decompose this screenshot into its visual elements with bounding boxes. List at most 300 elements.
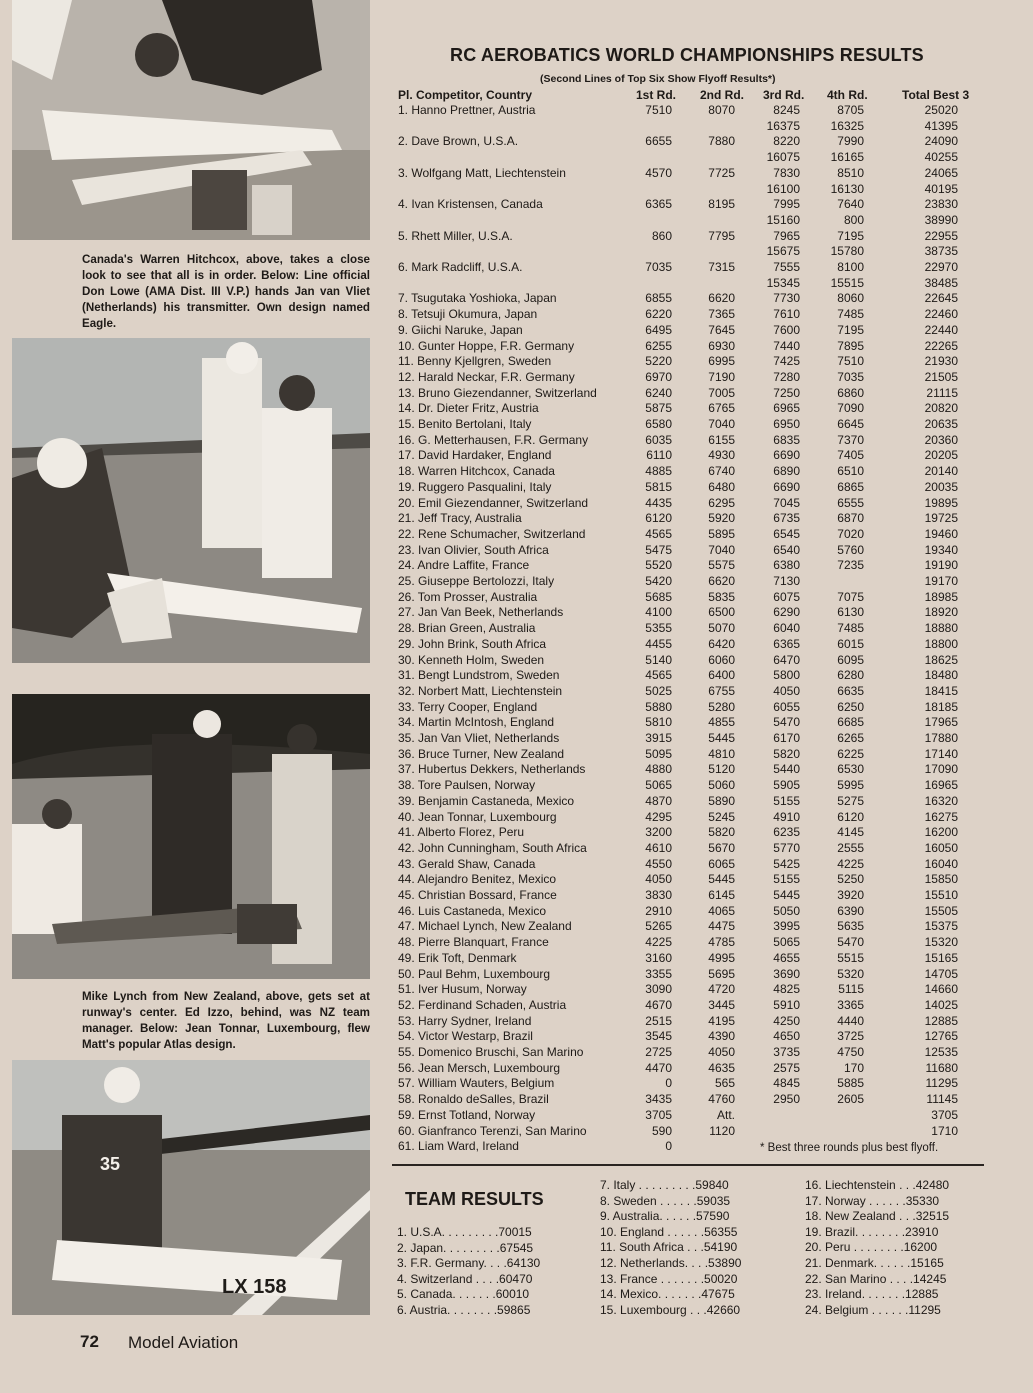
cell-round-1: 6120: [645, 511, 672, 526]
cell-round-3: 6170: [773, 731, 800, 745]
result-row: [398, 715, 998, 731]
result-row: [398, 998, 998, 1014]
cell-round-2: 5835: [708, 589, 735, 604]
team-result-item: 5. Canada. . . . . . .60010: [397, 1287, 530, 1302]
cell-round-1: 7035: [645, 260, 672, 274]
cell-round-3: 5440: [773, 762, 800, 777]
cell-round-1: 6240: [645, 385, 672, 400]
cell-round-3: 3995: [773, 919, 800, 934]
cell-round-3: 7280: [773, 369, 800, 384]
cell-round-2: 7190: [708, 369, 735, 384]
team-result-item: 18. New Zealand . . .32515: [805, 1209, 950, 1224]
team-result-item: 11. South Africa . . .54190: [600, 1240, 738, 1255]
cell-round-1: 6655: [645, 134, 672, 149]
cell-round-1: 5065: [645, 778, 672, 793]
cell-round-3: 7130: [773, 574, 800, 588]
cell-total: 18480: [924, 668, 958, 683]
cell-competitor: 21. Jeff Tracy, Australia: [398, 511, 522, 526]
cell-round-2: 6755: [708, 683, 735, 698]
cell-total: 14705: [924, 966, 958, 981]
cell-round-2: 4475: [708, 919, 735, 934]
result-row: [398, 166, 998, 182]
cell-competitor: 36. Bruce Turner, New Zealand: [398, 746, 565, 761]
cell-total: 14660: [924, 982, 958, 997]
cell-round-4: 6225: [837, 746, 864, 761]
section-divider: [392, 1164, 984, 1166]
cell-flyoff-total: 40255: [924, 150, 958, 165]
cell-round-2: 5445: [708, 872, 735, 887]
cell-competitor: 30. Kenneth Holm, Sweden: [398, 652, 545, 667]
cell-round-3: 5445: [773, 888, 800, 902]
cell-competitor: 4. Ivan Kristensen, Canada: [398, 197, 543, 212]
cell-flyoff-round-4: 16325: [830, 118, 864, 133]
cell-round-2: 7040: [708, 542, 735, 557]
cell-round-2: 4760: [708, 1092, 735, 1107]
cell-total: 18985: [924, 589, 958, 604]
cell-round-2: 5070: [708, 621, 735, 636]
cell-round-3: 6055: [773, 699, 800, 714]
flyoff-row: [398, 276, 998, 292]
cell-round-1: 5475: [645, 542, 672, 557]
caption-bottom: Mike Lynch from New Zealand, above, gets set at runway's center. Ed Izzo, behind, was NZ team manager. Below: Jean Tonnar, Luxembourg, flew Matt's popular Atlas design.: [82, 990, 370, 1051]
result-row: [398, 229, 998, 245]
result-row: [398, 888, 998, 904]
cell-round-4: 8510: [837, 165, 864, 180]
cell-round-3: 6835: [773, 432, 800, 447]
cell-total: 21930: [924, 354, 958, 369]
cell-round-2: 6145: [708, 888, 735, 902]
cell-total: 17965: [924, 715, 958, 730]
result-row: [398, 762, 998, 778]
result-row: [398, 103, 998, 119]
cell-flyoff-round-4: 16165: [830, 150, 864, 165]
cell-total: 21505: [924, 369, 958, 384]
cell-round-3: 2575: [773, 1060, 800, 1075]
cell-round-3: 7250: [773, 385, 800, 400]
cell-round-3: 6690: [773, 448, 800, 463]
cell-round-3: 5425: [773, 856, 800, 871]
cell-total: 22265: [924, 338, 958, 353]
cell-round-2: 6400: [708, 668, 735, 683]
cell-total: 19725: [924, 511, 958, 526]
cell-flyoff-round-3: 16075: [766, 150, 800, 165]
cell-round-4: 7235: [837, 558, 864, 573]
result-row: [398, 967, 998, 983]
cell-round-4: 7895: [837, 338, 864, 353]
cell-round-4: 7405: [837, 448, 864, 463]
cell-round-2: 5670: [708, 840, 735, 855]
cell-round-2: 7040: [708, 417, 735, 431]
cell-round-3: 7600: [773, 322, 800, 337]
cell-round-2: 5920: [708, 511, 735, 526]
cell-total: 15320: [924, 935, 958, 950]
cell-competitor: 29. John Brink, South Africa: [398, 636, 547, 651]
cell-round-2: 5895: [708, 526, 735, 541]
cell-round-2: 7880: [708, 134, 735, 149]
cell-round-3: 4650: [773, 1029, 800, 1044]
cell-round-4: 7640: [837, 197, 864, 212]
flyoff-row: [398, 119, 998, 135]
cell-round-1: 4870: [645, 793, 672, 808]
cell-total: 19190: [924, 558, 958, 573]
flyoff-row: [398, 150, 998, 166]
header-round-4: 4th Rd.: [827, 88, 868, 102]
cell-round-4: 8060: [837, 291, 864, 306]
result-row: [398, 919, 998, 935]
cell-round-1: 3435: [645, 1092, 672, 1107]
cell-round-4: 6555: [837, 495, 864, 510]
cell-competitor: 54. Victor Westarp, Brazil: [398, 1029, 533, 1044]
cell-round-2: 6420: [708, 636, 735, 651]
cell-round-4: 7075: [837, 589, 864, 604]
cell-competitor: 31. Bengt Lundstrom, Sweden: [398, 668, 560, 683]
cell-round-4: 6095: [837, 652, 864, 667]
result-row: [398, 1124, 998, 1140]
result-row: [398, 574, 998, 590]
team-results-column-2: [600, 1178, 741, 1318]
cell-round-3: 7965: [773, 228, 800, 243]
cell-round-1: 5220: [645, 354, 672, 369]
cell-round-1: 6255: [645, 338, 672, 353]
result-row: [398, 1092, 998, 1108]
cell-total: 22955: [924, 228, 958, 243]
result-row: [398, 558, 998, 574]
cell-total: 19460: [924, 526, 958, 541]
cell-competitor: 32. Norbert Matt, Liechtenstein: [398, 683, 563, 698]
cell-round-4: 7485: [837, 621, 864, 636]
team-result-item: 23. Ireland. . . . . . .12885: [805, 1287, 939, 1302]
cell-round-2: 5120: [708, 762, 735, 777]
cell-round-2: 4785: [708, 935, 735, 950]
result-row: [398, 841, 998, 857]
cell-flyoff-round-3: 16375: [766, 118, 800, 133]
cell-round-3: 4825: [773, 982, 800, 997]
cell-round-1: 4295: [645, 809, 672, 824]
photo-don-lowe-jan-van-vliet: [12, 338, 370, 663]
result-row: [398, 291, 998, 307]
cell-round-3: 6540: [773, 542, 800, 557]
result-row: [398, 307, 998, 323]
cell-competitor: 47. Michael Lynch, New Zealand: [398, 919, 572, 934]
result-row: [398, 1108, 998, 1124]
cell-round-1: 5095: [645, 746, 672, 761]
cell-round-4: 6870: [837, 511, 864, 526]
cell-total: 11145: [926, 1092, 958, 1107]
cell-round-1: 4565: [645, 526, 672, 541]
cell-competitor: 46. Luis Castaneda, Mexico: [398, 903, 547, 918]
cell-competitor: 15. Benito Bertolani, Italy: [398, 417, 532, 431]
page-number: 72: [80, 1332, 99, 1351]
cell-round-1: 3830: [645, 888, 672, 902]
header-round-2: 2nd Rd.: [700, 88, 744, 102]
cell-round-1: 6110: [646, 448, 672, 463]
cell-competitor: 53. Harry Sydner, Ireland: [398, 1013, 532, 1028]
result-row: [398, 825, 998, 841]
result-row: [398, 448, 998, 464]
cell-total: 16275: [924, 809, 958, 824]
cell-competitor: 7. Tsugutaka Yoshioka, Japan: [398, 291, 557, 306]
cell-total: 20635: [924, 417, 958, 431]
team-result-item: 4. Switzerland . . . .60470: [397, 1271, 533, 1286]
cell-round-4: 5275: [837, 793, 864, 808]
cell-round-2: 4995: [708, 950, 735, 965]
cell-round-4: 8100: [837, 260, 864, 274]
cell-round-2: 6620: [708, 291, 735, 306]
cell-competitor: 61. Liam Ward, Ireland: [398, 1139, 519, 1154]
cell-competitor: 28. Brian Green, Australia: [398, 621, 536, 636]
cell-round-3: 6365: [773, 636, 800, 651]
cell-total: 22970: [924, 260, 958, 274]
cell-competitor: 40. Jean Tonnar, Luxembourg: [398, 809, 557, 824]
cell-round-2: 6995: [708, 354, 735, 369]
cell-round-4: 5320: [837, 966, 864, 981]
cell-round-4: 6865: [837, 479, 864, 494]
team-result-item: 16. Liechtenstein . . .42480: [805, 1178, 950, 1192]
cell-round-1: 4455: [645, 636, 672, 651]
photo-mike-lynch: [12, 694, 370, 979]
cell-round-3: 4050: [773, 683, 800, 698]
cell-total: 15375: [924, 919, 958, 934]
cell-round-1: 860: [651, 228, 672, 243]
cell-competitor: 35. Jan Van Vliet, Netherlands: [398, 731, 560, 745]
team-result-item: 19. Brazil. . . . . . . .23910: [805, 1224, 939, 1239]
cell-round-1: 6035: [645, 432, 672, 447]
cell-competitor: 56. Jean Mersch, Luxembourg: [398, 1060, 561, 1075]
cell-round-2: 5890: [708, 793, 735, 808]
cell-total: 15505: [924, 903, 958, 918]
cell-competitor: 11. Benny Kjellgren, Sweden: [398, 354, 552, 369]
cell-round-4: 6635: [837, 683, 864, 698]
cell-flyoff-total: 38735: [924, 244, 958, 259]
cell-round-2: 7005: [708, 385, 735, 400]
cell-competitor: 27. Jan Van Beek, Netherlands: [398, 605, 564, 620]
cell-round-3: 6380: [773, 558, 800, 573]
result-row: [398, 370, 998, 386]
cell-round-1: 3090: [645, 982, 672, 997]
cell-competitor: 33. Terry Cooper, England: [398, 699, 538, 714]
cell-round-3: 6470: [773, 652, 800, 667]
result-row: [398, 197, 998, 213]
cell-round-2: 5280: [708, 699, 735, 714]
result-row: [398, 339, 998, 355]
cell-round-4: 5250: [837, 872, 864, 887]
team-result-item: 2. Japan. . . . . . . . .67545: [397, 1240, 534, 1255]
cell-competitor: 18. Warren Hitchcox, Canada: [398, 464, 555, 479]
cell-round-1: 4225: [645, 935, 672, 950]
cell-flyoff-round-4: 16130: [830, 181, 864, 196]
team-result-item: 10. England . . . . . .56355: [600, 1224, 738, 1239]
cell-round-4: 170: [843, 1060, 864, 1075]
cell-round-3: 5065: [773, 935, 800, 950]
cell-flyoff-total: 40195: [924, 181, 958, 196]
cell-round-4: 4225: [837, 856, 864, 871]
result-row: [398, 778, 998, 794]
cell-round-1: 3200: [645, 825, 672, 840]
cell-round-4: 6645: [837, 417, 864, 431]
cell-round-1: 6580: [645, 417, 672, 431]
cell-round-3: 6690: [773, 479, 800, 494]
cell-round-4: 7090: [837, 401, 864, 416]
cell-round-2: 5575: [708, 558, 735, 573]
cell-round-3: 5910: [773, 997, 800, 1012]
cell-round-1: 6970: [645, 369, 672, 384]
cell-round-4: 5760: [837, 542, 864, 557]
team-result-item: 1. U.S.A. . . . . . . . .70015: [397, 1225, 532, 1239]
result-row: [398, 1029, 998, 1045]
cell-round-4: 5470: [837, 935, 864, 950]
result-row: [398, 1045, 998, 1061]
team-result-item: 6. Austria. . . . . . . .59865: [397, 1302, 531, 1317]
result-row: [398, 1061, 998, 1077]
cell-round-1: 590: [651, 1123, 672, 1138]
cell-total: 20035: [924, 479, 958, 494]
cell-round-3: 8220: [773, 134, 800, 149]
cell-round-1: 6855: [645, 291, 672, 306]
cell-round-1: 2725: [645, 1045, 672, 1059]
cell-round-4: 4750: [837, 1045, 864, 1059]
cell-round-3: 2950: [773, 1092, 800, 1107]
cell-round-2: 4065: [708, 903, 735, 918]
result-row: [398, 1014, 998, 1030]
cell-round-2: 565: [714, 1076, 735, 1091]
cell-round-1: 6365: [645, 197, 672, 212]
cell-flyoff-round-3: 15345: [766, 275, 800, 290]
cell-round-1: 6220: [645, 307, 672, 322]
cell-total: 16965: [924, 778, 958, 793]
magazine-name: Model Aviation: [128, 1333, 239, 1352]
team-result-item: 21. Denmark. . . . . .15165: [805, 1255, 944, 1270]
cell-round-4: 4440: [837, 1013, 864, 1028]
cell-round-3: 6075: [773, 589, 800, 604]
cell-round-4: 7990: [837, 134, 864, 149]
cell-competitor: 2. Dave Brown, U.S.A.: [398, 134, 519, 149]
result-row: [398, 1076, 998, 1092]
cell-flyoff-round-3: 16100: [766, 181, 800, 196]
cell-competitor: 22. Rene Schumacher, Switzerland: [398, 526, 586, 541]
cell-total: 15850: [924, 872, 958, 887]
result-row: [398, 668, 998, 684]
cell-round-4: 6250: [837, 699, 864, 714]
cell-total: 12885: [924, 1013, 958, 1028]
cell-total: 14025: [924, 997, 958, 1012]
cell-competitor: 51. Iver Husum, Norway: [398, 982, 527, 997]
cell-total: 15165: [924, 950, 958, 965]
flyoff-row: [398, 213, 998, 229]
cell-round-2: 1120: [709, 1123, 735, 1138]
flyoff-row: [398, 244, 998, 260]
team-result-item: 20. Peru . . . . . . . .16200: [805, 1240, 938, 1255]
cell-round-2: 6065: [708, 856, 735, 871]
cell-round-3: 5155: [773, 872, 800, 887]
cell-total: 17140: [924, 746, 958, 761]
cell-round-3: 5155: [773, 793, 800, 808]
cell-competitor: 39. Benjamin Castaneda, Mexico: [398, 793, 575, 808]
cell-round-1: 5880: [645, 699, 672, 714]
cell-round-2: 4810: [708, 746, 735, 761]
result-row: [398, 700, 998, 716]
cell-round-1: 5520: [645, 558, 672, 573]
cell-total: 18800: [924, 636, 958, 651]
cell-competitor: 25. Giuseppe Bertolozzi, Italy: [398, 574, 555, 588]
cell-round-1: 5685: [645, 589, 672, 604]
caption-top: Canada's Warren Hitchcox, above, takes a close look to see that all is in order. Below: Line official Don Lowe (AMA Dist. III V.P.) hands Jan van Vliet (Netherlands) his transmitter. Own design named Eagle.: [82, 253, 370, 330]
cell-round-4: 6390: [837, 903, 864, 918]
cell-round-3: 5820: [773, 746, 800, 761]
cell-total: 12765: [924, 1029, 958, 1044]
cell-round-3: 7610: [773, 307, 800, 322]
cell-round-2: 7365: [708, 307, 735, 322]
plane-registration-text: LX 158: [222, 1276, 287, 1298]
cell-round-1: 5810: [645, 715, 672, 730]
cell-total: 25020: [924, 103, 958, 117]
cell-round-2: 6295: [708, 495, 735, 510]
result-row: [398, 401, 998, 417]
cell-competitor: 24. Andre Laffite, France: [398, 558, 530, 573]
cell-round-3: 7730: [773, 291, 800, 306]
cell-flyoff-round-3: 15160: [766, 212, 800, 227]
cell-total: 15510: [924, 888, 958, 902]
cell-total: 11295: [925, 1076, 958, 1091]
cell-round-3: 5770: [773, 840, 800, 855]
cell-round-2: 4390: [708, 1029, 735, 1044]
cell-round-2: 7315: [708, 260, 735, 274]
cell-round-4: 7035: [837, 369, 864, 384]
cell-round-4: 8705: [837, 103, 864, 117]
results-footnote: * Best three rounds plus best flyoff.: [760, 1142, 939, 1154]
cell-round-2: 7645: [708, 322, 735, 337]
cell-total: 18625: [924, 652, 958, 667]
team-result-item: 9. Australia. . . . . .57590: [600, 1209, 730, 1224]
cell-flyoff-round-4: 15515: [830, 275, 864, 290]
cell-total: 18415: [924, 683, 958, 698]
cell-round-4: 7485: [837, 307, 864, 322]
team-result-item: 7. Italy . . . . . . . . .59840: [600, 1178, 729, 1192]
cell-round-2: 6620: [708, 574, 735, 588]
cell-round-3: 5470: [773, 715, 800, 730]
result-row: [398, 935, 998, 951]
cell-round-1: 4435: [645, 495, 672, 510]
cell-round-1: 2910: [645, 903, 672, 918]
cell-round-3: 5905: [773, 778, 800, 793]
cell-round-4: 7195: [837, 228, 864, 243]
result-row: [398, 982, 998, 998]
header-total: Total Best 3: [902, 88, 970, 102]
cell-competitor: 43. Gerald Shaw, Canada: [398, 856, 536, 871]
header-round-1: 1st Rd.: [636, 88, 677, 102]
cell-round-2: 4195: [708, 1013, 735, 1028]
cell-round-2: 4635: [708, 1060, 735, 1075]
cell-competitor: 19. Ruggero Pasqualini, Italy: [398, 479, 552, 494]
cell-round-3: 4655: [773, 950, 800, 965]
cell-round-1: 4670: [645, 997, 672, 1012]
result-row: [398, 527, 998, 543]
result-row: [398, 590, 998, 606]
cell-total: 16040: [924, 856, 958, 871]
team-result-item: 14. Mexico. . . . . . .47675: [600, 1287, 735, 1302]
photo-jean-tonnar: [12, 1060, 370, 1315]
result-row: [398, 496, 998, 512]
cell-total: 20820: [924, 401, 958, 416]
cell-round-4: 5115: [838, 982, 864, 997]
cell-round-3: 6950: [773, 417, 800, 431]
cell-flyoff-round-4: 15780: [830, 244, 864, 259]
cell-total: 1710: [931, 1123, 958, 1138]
cell-round-1: 2515: [645, 1013, 672, 1028]
cell-round-2: 5060: [708, 778, 735, 793]
cell-competitor: 55. Domenico Bruschi, San Marino: [398, 1045, 584, 1059]
cell-total: 19340: [924, 542, 958, 557]
team-result-item: 15. Luxembourg . . .42660: [600, 1302, 741, 1317]
